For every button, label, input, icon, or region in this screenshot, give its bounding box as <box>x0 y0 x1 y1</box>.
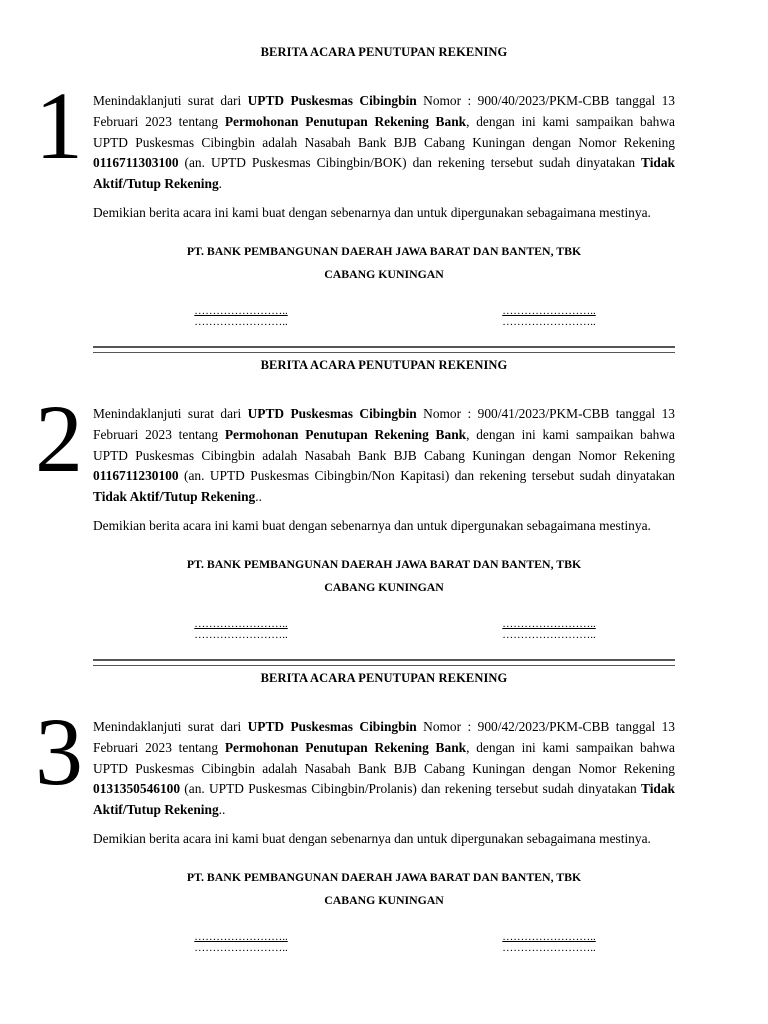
body-paragraph <box>93 404 675 508</box>
signature-left-name: …………………….. <box>194 931 288 943</box>
text-run: .. <box>255 489 262 505</box>
text-run: Nomor : 900/41/2023/PKM-CBB tanggal 13 Februari 2023 tentang <box>93 406 675 442</box>
signature-right-position: …………………….. <box>502 629 596 641</box>
bold-text-run: Tidak Aktif/Tutup Rekening <box>93 155 675 192</box>
signature-left-position: …………………….. <box>194 942 288 954</box>
branch-name: CABANG KUNINGAN <box>324 580 444 594</box>
bold-text-run: Permohonan Penutupan Rekening Bank <box>224 113 467 129</box>
closing-paragraph: Demikian berita acara ini kami buat dengan sebenarnya dan untuk dipergunakan sebagaimana mestinya. <box>93 831 651 846</box>
bold-text-run: Tidak Aktif/Tutup Rekening <box>93 781 675 818</box>
signature-right-name: …………………….. <box>502 618 596 630</box>
section-2 <box>0 313 768 641</box>
text-run: Nomor : 900/42/2023/PKM-CBB tanggal 13 Februari 2023 tentang <box>93 719 675 755</box>
signature-right-position: …………………….. <box>502 942 596 954</box>
bank-name: PT. BANK PEMBANGUNAN DAERAH JAWA BARAT DAN BANTEN, TBK <box>186 870 582 884</box>
text-run: , dengan ini kami sampaikan bahwa UPTD Puskesmas Cibingbin adalah Nasabah Bank BJB Cabang Kuningan dengan Nomor Rekening <box>93 113 675 150</box>
document-title: BERITA ACARA PENUTUPAN REKENING <box>260 45 508 59</box>
bold-text-run: UPTD Puskesmas Cibingbin <box>247 93 417 108</box>
signature-right-name: …………………….. <box>502 305 596 317</box>
text-run: Nomor : 900/40/2023/PKM-CBB tanggal 13 Februari 2023 tentang <box>93 93 675 129</box>
section-number: 2 <box>35 385 83 492</box>
bold-text-run: Permohonan Penutupan Rekening Bank <box>224 426 467 442</box>
signature-right <box>484 932 614 954</box>
section-number: 1 <box>35 72 83 179</box>
bank-name: PT. BANK PEMBANGUNAN DAERAH JAWA BARAT DAN BANTEN, TBK <box>186 244 582 258</box>
branch-name: CABANG KUNINGAN <box>324 893 444 907</box>
signature-right-name: …………………….. <box>502 931 596 943</box>
section-number: 3 <box>35 698 83 805</box>
text-run: (an. UPTD Puskesmas Cibingbin/Non Kapitasi) dan rekening tersebut sudah dinyatakan <box>178 468 675 484</box>
branch-name: CABANG KUNINGAN <box>324 267 444 281</box>
text-run: Menindaklanjuti surat dari <box>93 719 248 734</box>
document-title: BERITA ACARA PENUTUPAN REKENING <box>260 671 508 685</box>
text-run: .. <box>218 802 226 818</box>
text-run: Menindaklanjuti surat dari <box>93 406 248 421</box>
signature-left-name: …………………….. <box>194 305 288 317</box>
section-3 <box>0 626 768 954</box>
signature-right-position: …………………….. <box>502 316 596 328</box>
signature-left-position: …………………….. <box>194 629 288 641</box>
body-paragraph <box>93 717 675 821</box>
section-1 <box>0 0 768 328</box>
bold-text-run: 0131350546100 <box>93 781 181 797</box>
bold-text-run: Tidak Aktif/Tutup Rekening <box>93 489 256 505</box>
bold-text-run: 0116711230100 <box>93 468 179 484</box>
signature-left-position: …………………….. <box>194 316 288 328</box>
text-run: , dengan ini kami sampaikan bahwa UPTD Puskesmas Cibingbin adalah Nasabah Bank BJB Cabang Kuningan dengan Nomor Rekening <box>93 426 675 463</box>
text-run: . <box>218 176 223 192</box>
text-run: Menindaklanjuti surat dari <box>93 93 248 108</box>
signature-left-name: …………………….. <box>194 618 288 630</box>
bold-text-run: Permohonan Penutupan Rekening Bank <box>224 739 467 755</box>
text-run: (an. UPTD Puskesmas Cibingbin/Prolanis) dan rekening tersebut sudah dinyatakan <box>180 781 641 797</box>
body-paragraph <box>93 91 675 195</box>
bold-text-run: UPTD Puskesmas Cibingbin <box>247 406 417 421</box>
bold-text-run: UPTD Puskesmas Cibingbin <box>247 719 417 734</box>
signature-left <box>176 932 306 954</box>
closing-paragraph: Demikian berita acara ini kami buat dengan sebenarnya dan untuk dipergunakan sebagaimana mestinya. <box>93 518 651 533</box>
text-run: , dengan ini kami sampaikan bahwa UPTD Puskesmas Cibingbin adalah Nasabah Bank BJB Cabang Kuningan dengan Nomor Rekening <box>93 739 675 776</box>
document-title: BERITA ACARA PENUTUPAN REKENING <box>260 358 508 372</box>
text-run: (an. UPTD Puskesmas Cibingbin/BOK) dan rekening tersebut sudah dinyatakan <box>178 155 641 171</box>
closing-paragraph: Demikian berita acara ini kami buat dengan sebenarnya dan untuk dipergunakan sebagaimana mestinya. <box>93 205 651 220</box>
bank-name: PT. BANK PEMBANGUNAN DAERAH JAWA BARAT DAN BANTEN, TBK <box>186 557 582 571</box>
bold-text-run: 0116711303100 <box>93 155 179 171</box>
